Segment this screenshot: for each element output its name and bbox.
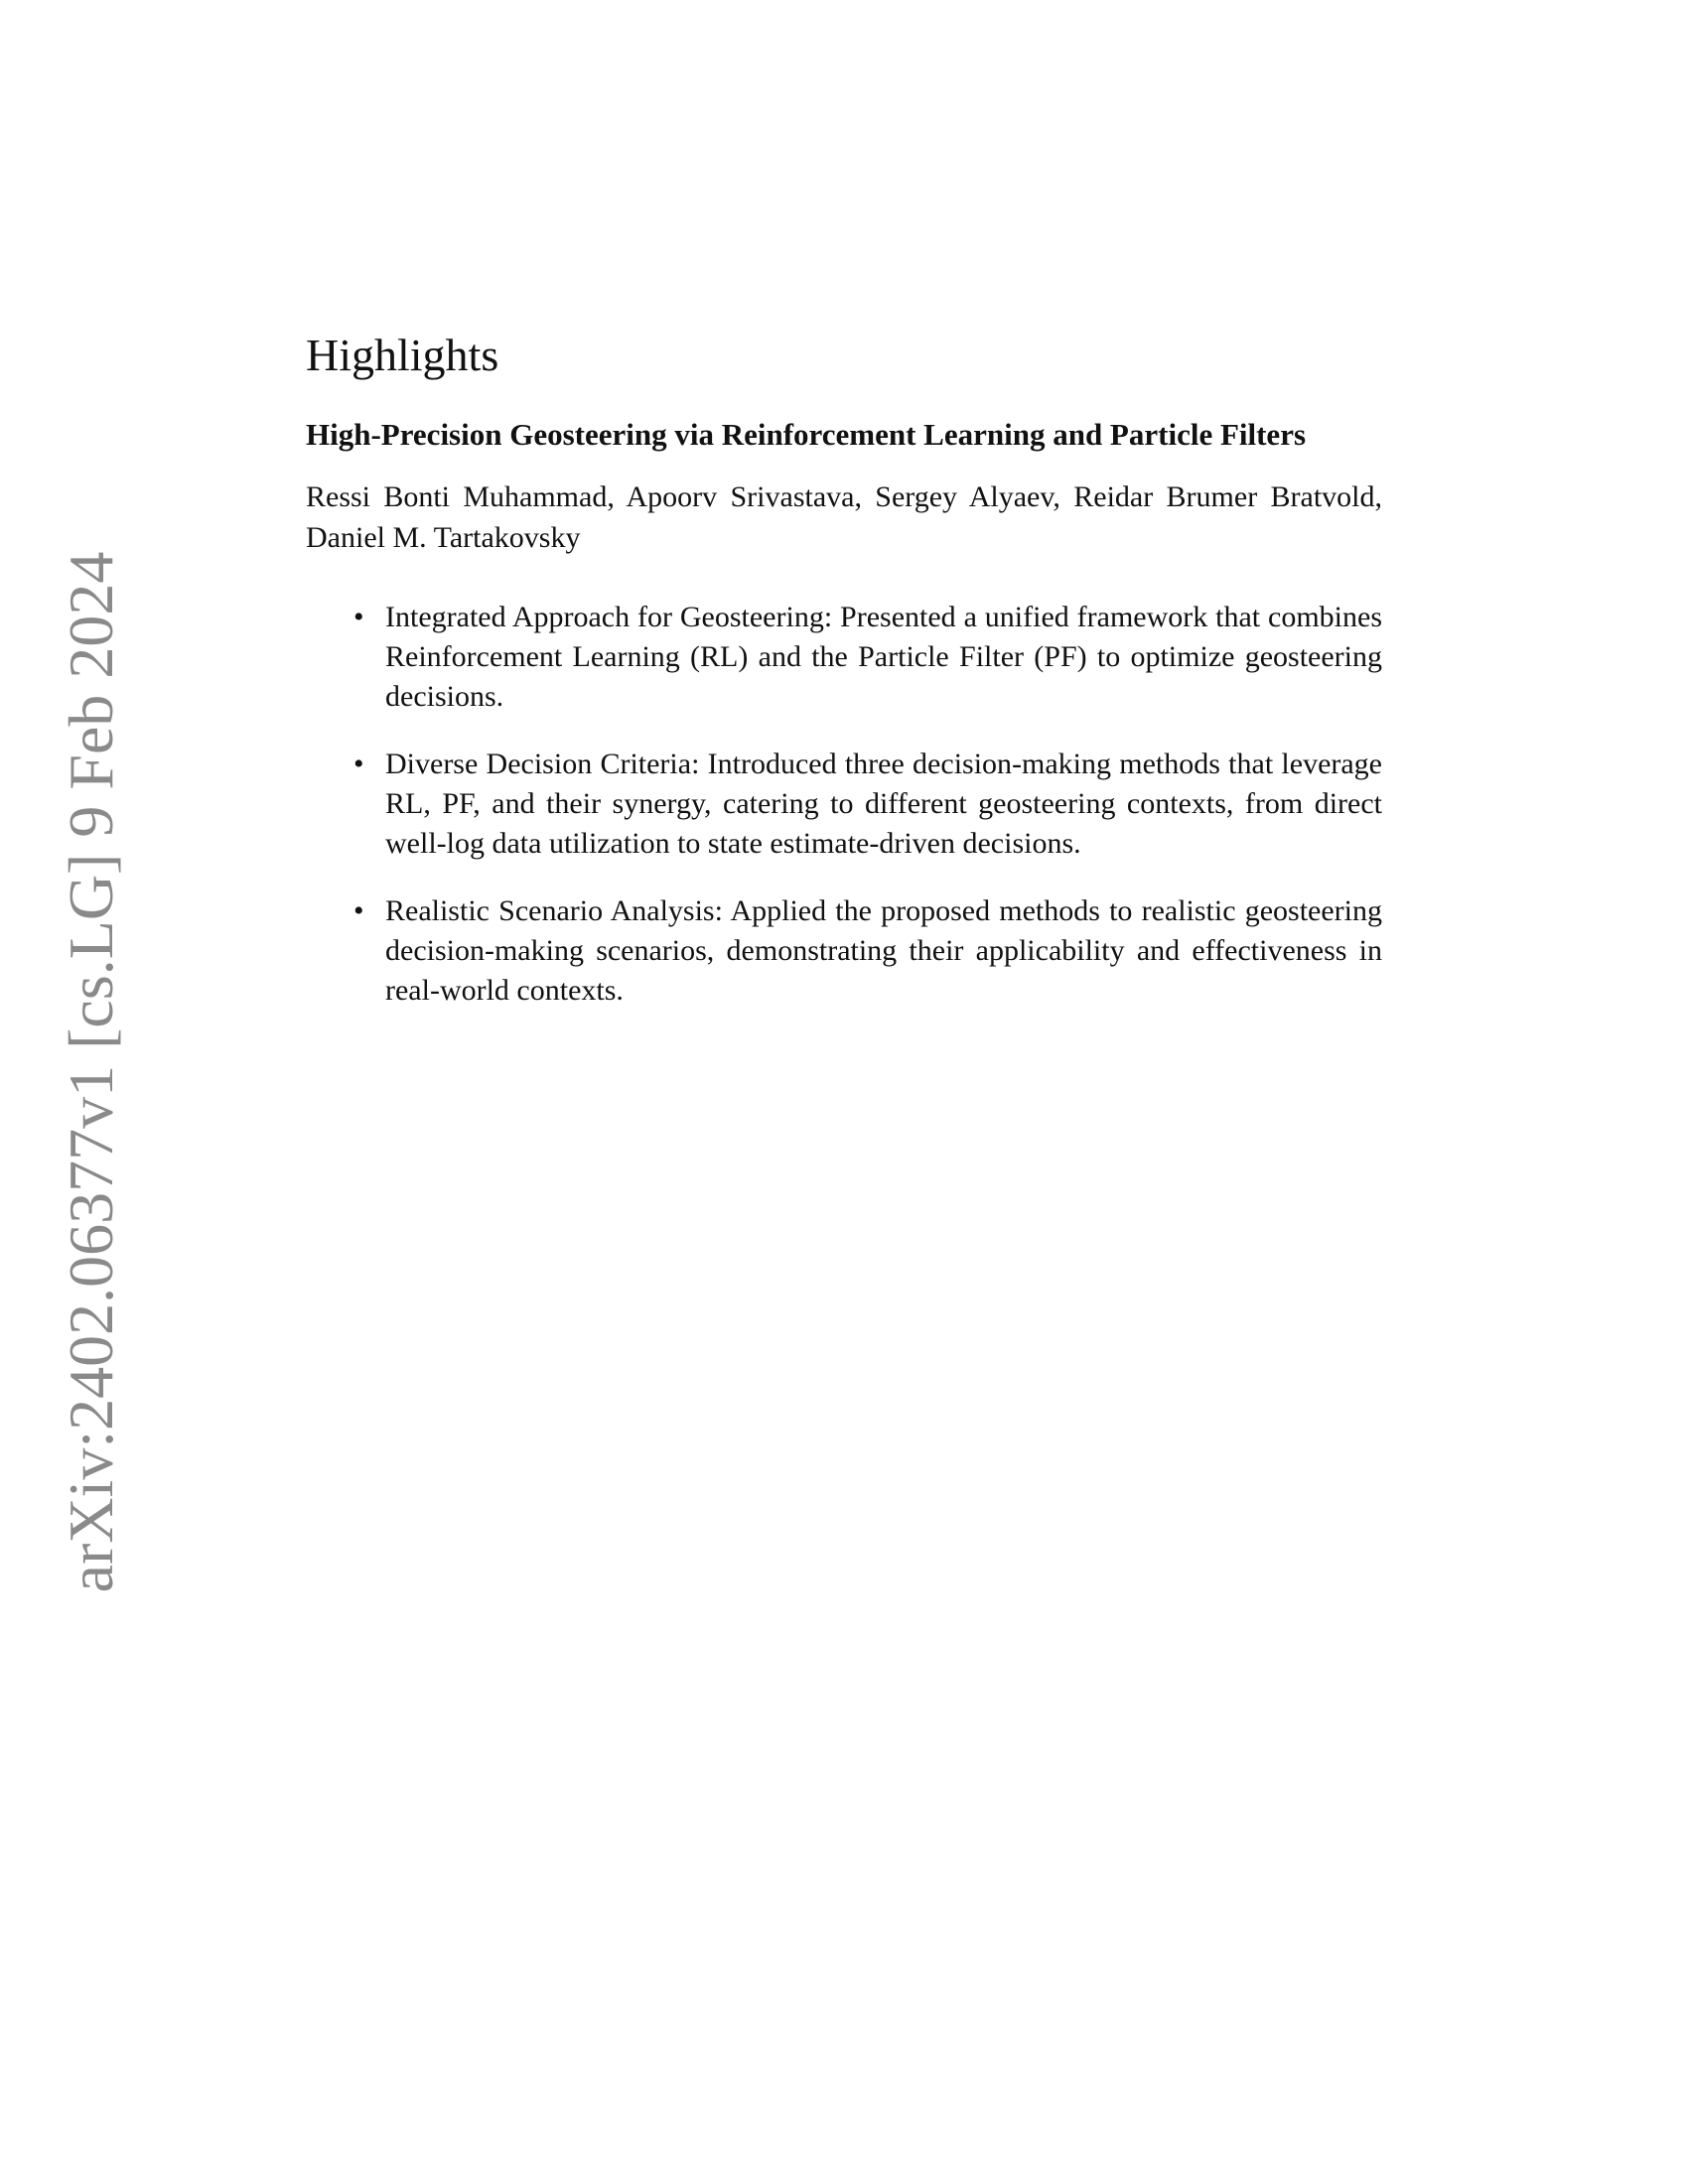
highlights-list [353, 598, 1382, 1011]
highlight-text: Realistic Scenario Analysis: Applied the proposed methods to realistic geosteering decision-making scenarios, demonstrating their applicability and effectiveness in real-world contexts. [385, 894, 1382, 1008]
highlight-text: Diverse Decision Criteria: Introduced three decision-making methods that leverage RL, PF, and their synergy, catering to different geosteering contexts, from direct well-log data utilization to state estimate-driven decisions. [385, 748, 1382, 861]
highlight-item [353, 891, 1382, 1011]
bullet-icon: • [353, 894, 364, 928]
arxiv-identifier: arXiv:2402.06377v1 [cs.LG] 9 Feb 2024 [56, 551, 126, 1593]
bullet-icon: • [353, 748, 364, 781]
bullet-icon: • [353, 601, 364, 634]
author-list: Ressi Bonti Muhammad, Apoorv Srivastava, Sergey Alyaev, Reidar Brumer Bratvold, Daniel M. Tartakovsky [306, 480, 1382, 555]
highlight-item [353, 745, 1382, 864]
paper-title: High-Precision Geosteering via Reinforcement Learning and Particle Filters [306, 417, 1307, 453]
highlight-text: Integrated Approach for Geosteering: Presented a unified framework that combines Reinforcement Learning (RL) and the Particle Filter (PF) to optimize geosteering decisions. [385, 601, 1382, 714]
highlights-heading: Highlights [306, 330, 499, 380]
highlight-item [353, 598, 1382, 717]
highlights-page [306, 328, 1382, 1038]
